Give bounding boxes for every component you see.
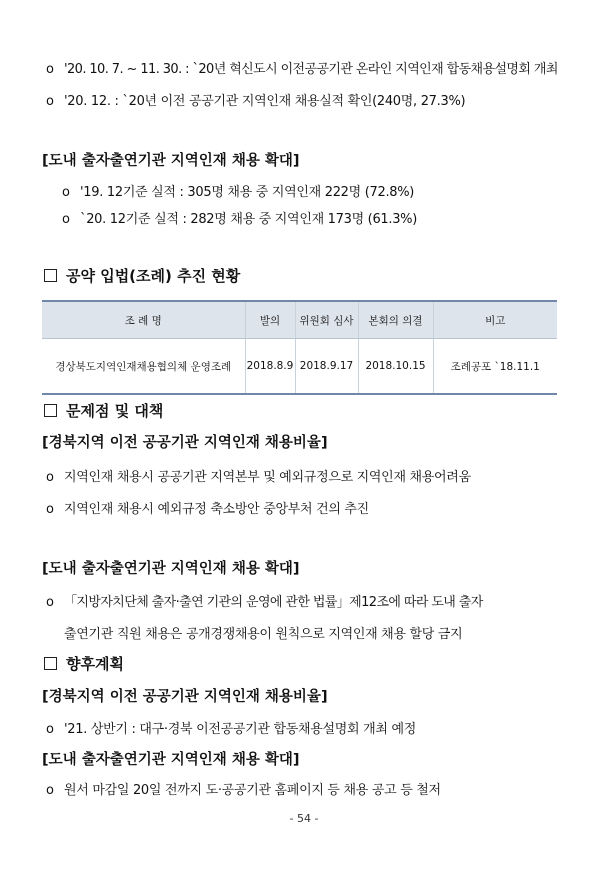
table-header-row: [42, 301, 557, 339]
section3-line-2: 출연기관 직원 채용은 공개경쟁채용이 원칙으로 지역인재 채용 할당 금지: [64, 627, 463, 642]
section3-text-1: 「지방자치단체 출자·출연 기관의 운영에 관한 법률」제12조에 따라 도내 출자: [64, 595, 483, 610]
section1-line-1: [62, 181, 414, 200]
table-cell: 2018.8.9: [245, 339, 295, 395]
table-cell: 조례공포 `18.11.1: [433, 339, 557, 395]
table-cell: 경상북도지역인재채용협의체 운영조례: [42, 339, 245, 395]
table-header-cell: 위원회 심사: [295, 301, 358, 339]
table-header-cell: 본회의 의결: [358, 301, 433, 339]
section4-title: [경북지역 이전 공공기관 지역인재 채용비율]: [42, 689, 328, 705]
table-cell: 2018.9.17: [295, 339, 358, 395]
table-header-cell: 비고: [433, 301, 557, 339]
section2-text-1: 지역인재 채용시 공공기관 지역본부 및 예외규정으로 지역인재 채용어려움: [64, 470, 471, 485]
intro-line-1: [46, 58, 558, 77]
section2-text-2: 지역인재 채용시 예외규정 축소방안 중앙부처 건의 추진: [64, 502, 369, 517]
section2-line-2: [46, 498, 369, 517]
section3-title: [도내 출자출연기관 지역인재 채용 확대]: [42, 561, 300, 577]
bullet-marker: o: [46, 62, 54, 77]
bullet-marker: o: [46, 595, 54, 610]
section5-title: [도내 출자출연기관 지역인재 채용 확대]: [42, 752, 300, 768]
heading-pledge: [44, 265, 240, 286]
square-bullet-icon: [44, 657, 57, 670]
section1-line-2: [62, 208, 417, 227]
section3-line-1: [46, 591, 483, 610]
heading-future: [44, 653, 124, 674]
bullet-marker: o: [46, 502, 54, 517]
section1-title: [도내 출자출연기관 지역인재 채용 확대]: [42, 153, 300, 169]
section4-text: '21. 상반기 : 대구·경북 이전공공기관 합동채용설명회 개최 예정: [64, 722, 416, 737]
intro-text-1: '20. 10. 7. ~ 11. 30. : `20년 혁신도시 이전공공기관 온라인 지역인재 합동채용설명회 개최: [64, 62, 558, 77]
section5-text: 원서 마감일 20일 전까지 도·공공기관 홈페이지 등 채용 공고 등 철저: [64, 783, 441, 798]
bullet-marker: o: [46, 470, 54, 485]
ordinance-table: [42, 300, 557, 395]
intro-line-2: [46, 90, 465, 109]
square-bullet-icon: [44, 404, 57, 417]
section2-line-1: [46, 466, 471, 485]
intro-text-2: '20. 12. : `20년 이전 공공기관 지역인재 채용실적 확인(240명, 27.3%): [64, 94, 466, 109]
page-number: - 54 -: [289, 812, 319, 825]
table-header-cell: 발의: [245, 301, 295, 339]
section1-text-2: `20. 12기준 실적 : 282명 채용 중 지역인재 173명 (61.3%): [80, 212, 418, 227]
bullet-marker: o: [46, 94, 54, 109]
bullet-marker: o: [62, 185, 70, 200]
section2-title: [경북지역 이전 공공기관 지역인재 채용비율]: [42, 435, 328, 451]
table-row: [42, 339, 557, 395]
section1-text-1: '19. 12기준 실적 : 305명 채용 중 지역인재 222명 (72.8%): [80, 185, 415, 200]
heading-problems: [44, 400, 163, 421]
bullet-marker: o: [62, 212, 70, 227]
section5-line: [46, 779, 441, 798]
bullet-marker: o: [46, 783, 54, 798]
bullet-marker: o: [46, 722, 54, 737]
table-cell: 2018.10.15: [358, 339, 433, 395]
square-bullet-icon: [44, 269, 57, 282]
heading-problems-text: 문제점 및 대책: [66, 402, 164, 420]
heading-future-text: 향후계획: [66, 655, 124, 673]
section4-line: [46, 718, 416, 737]
heading-pledge-text: 공약 입법(조례) 추진 현황: [66, 267, 241, 285]
table-header-cell: 조 례 명: [42, 301, 245, 339]
